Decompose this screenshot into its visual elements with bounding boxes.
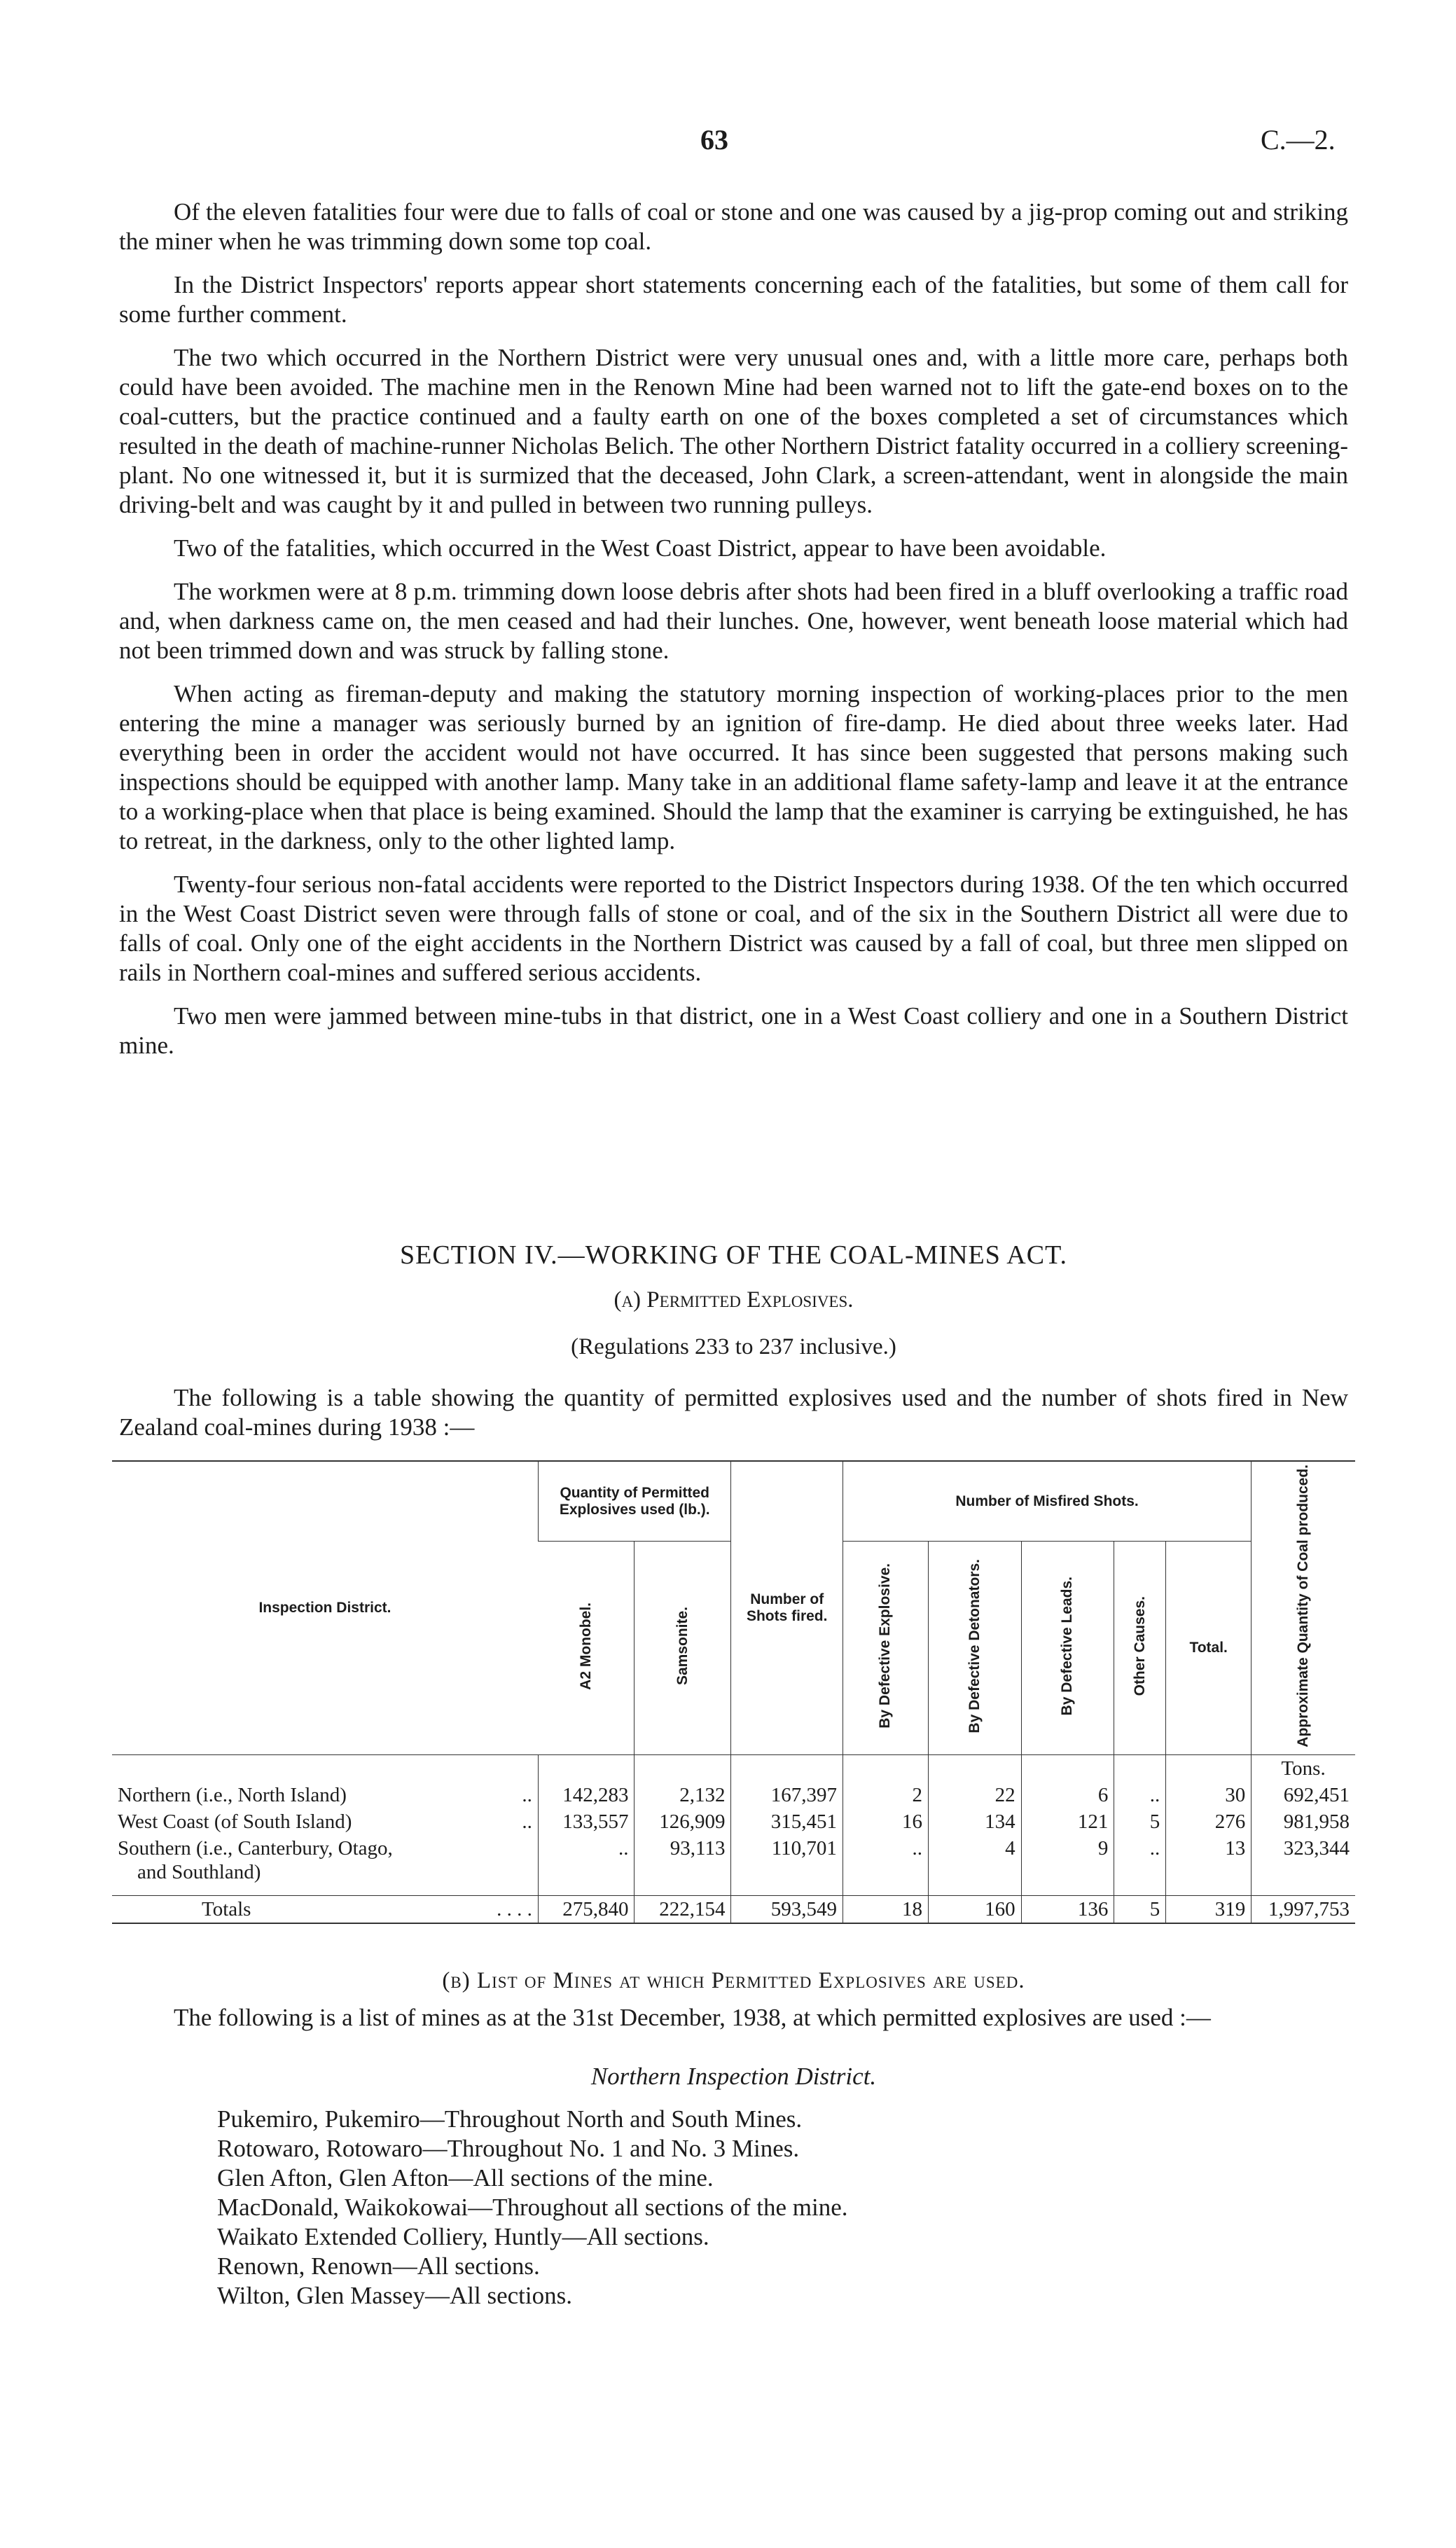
total-cell: 13 xyxy=(1166,1835,1252,1896)
coal-cell: 692,451 xyxy=(1252,1782,1355,1808)
table-row xyxy=(112,1782,1355,1808)
district-cell: Southern (i.e., Canterbury, Otago, and Southland) xyxy=(118,1836,393,1883)
paragraph: Of the eleven fatalities four were due to falls of coal or stone and one was caused by a jig-prop coming out and striking the miner when he was trimming down some top coal. xyxy=(119,198,1348,255)
leads-cell: 136 xyxy=(1021,1895,1114,1923)
header-defective-explosive: By Defective Explosive. xyxy=(843,1542,928,1754)
totals-row xyxy=(112,1895,1355,1923)
shots-cell: 110,701 xyxy=(731,1835,843,1896)
paragraph: When acting as fireman-deputy and making the statutory morning inspection of working-places prior to the men entering the mine a manager was seriously burned by an ignition of fire-damp. He died about three weeks later. Had everything been in order the accident would not have occurred. It has since been suggested that persons making such inspections should be equipped with another lamp. Many take in an additional flame safety-lamp and leave it at the entrance to a working-place when that place is being examined. Should the lamp that the examiner is carrying be extinguished, he has to retreat, in the darkness, only to the other lighted lamp. xyxy=(119,680,1348,854)
header-quantity-group: Quantity of Permitted Explosives used (lb.). xyxy=(538,1461,731,1542)
other-cell: .. xyxy=(1114,1835,1166,1896)
paragraph: Two men were jammed between mine-tubs in that district, one in a West Coast colliery and one in a Southern District mine. xyxy=(119,1002,1348,1059)
header-misfired-group: Number of Misfired Shots. xyxy=(843,1461,1251,1542)
district-title: Northern Inspection District. xyxy=(590,2063,877,2090)
paragraph: Twenty-four serious non-fatal accidents were reported to the District Inspectors during 1938. Of the ten which occurred in the West Coast District seven were through falls of stone or coal, and of the six in the Southern District all were due to falls of coal. Only one of the eight accidents in the Northern District was caused by a fall of coal, but three men slipped on rails in Northern coal-mines and suffered serious accidents. xyxy=(119,871,1348,986)
unit-row xyxy=(112,1754,1355,1782)
leads-cell: 6 xyxy=(1021,1782,1114,1808)
list-item: Renown, Renown—All sections. xyxy=(217,2252,540,2280)
total-cell: 319 xyxy=(1166,1895,1252,1923)
explosive-cell: 18 xyxy=(843,1895,928,1923)
header-total: Total. xyxy=(1166,1542,1252,1754)
list-item: Glen Afton, Glen Afton—All sections of the mine. xyxy=(217,2164,714,2192)
leads-cell: 9 xyxy=(1021,1835,1114,1896)
leads-cell: 121 xyxy=(1021,1808,1114,1835)
explosive-cell: .. xyxy=(843,1835,928,1896)
header-defective-leads: By Defective Leads. xyxy=(1021,1542,1114,1754)
list-item: Pukemiro, Pukemiro—Throughout North and South Mines. xyxy=(217,2105,803,2133)
detonators-cell: 134 xyxy=(928,1808,1021,1835)
list-intro: The following is a list of mines as at the 31st December, 1938, at which permitted explosives are used :— xyxy=(174,2004,1211,2031)
table-row xyxy=(112,1808,1355,1835)
coal-cell: 981,958 xyxy=(1252,1808,1355,1835)
paragraph: In the District Inspectors' reports appear short statements concerning each of the fatalities, but some of them call for some further comment. xyxy=(119,271,1348,328)
detonators-cell: 160 xyxy=(928,1895,1021,1923)
header-defective-detonators: By Defective Detonators. xyxy=(928,1542,1021,1754)
table-intro: The following is a table showing the quantity of permitted explosives used and the number of shots fired in New Zealand coal-mines during 1938 :— xyxy=(119,1384,1348,1441)
explosive-cell: 16 xyxy=(843,1808,928,1835)
samsonite-cell: 2,132 xyxy=(635,1782,731,1808)
document-reference: C.—2. xyxy=(1261,124,1336,155)
detonators-cell: 22 xyxy=(928,1782,1021,1808)
shots-cell: 167,397 xyxy=(731,1782,843,1808)
explosives-table xyxy=(112,1460,1355,1924)
subsection-heading-a: (a) Permitted Explosives. xyxy=(613,1287,854,1313)
paragraph: The two which occurred in the Northern District were very unusual ones and, with a little more care, perhaps both could have been avoided. The machine men in the Renown Mine had been warned not to lift the gate-end boxes on to the coal-cutters, but the practice continued and a faulty earth on one of the boxes completed a set of circumstances which resulted in the death of machine-runner Nicholas Belich. The other Northern District fatality occurred in a colliery screening-plant. No one witnessed it, but it is surmized that the deceased, John Clark, a screen-attendant, went in alongside the main driving-belt and was caught by it and pulled in between two running pulleys. xyxy=(119,344,1348,518)
total-cell: 276 xyxy=(1166,1808,1252,1835)
total-cell: 30 xyxy=(1166,1782,1252,1808)
monobel-cell: 275,840 xyxy=(538,1895,635,1923)
samsonite-cell: 126,909 xyxy=(635,1808,731,1835)
paragraph: Two of the fatalities, which occurred in the West Coast District, appear to have been avoidable. xyxy=(174,534,1107,562)
header-other-causes: Other Causes. xyxy=(1114,1542,1166,1754)
monobel-cell: 133,557 xyxy=(538,1808,635,1835)
other-cell: 5 xyxy=(1114,1895,1166,1923)
list-item: MacDonald, Waikokowai—Throughout all sections of the mine. xyxy=(217,2194,848,2221)
mine-list xyxy=(217,2105,848,2311)
detonators-cell: 4 xyxy=(928,1835,1021,1896)
body-paragraphs xyxy=(119,198,1348,1074)
district-cell: West Coast (of South Island) .. xyxy=(118,1810,532,1833)
district-cell: Northern (i.e., North Island) .. xyxy=(118,1783,532,1806)
coal-unit-label: Tons. xyxy=(1252,1754,1355,1782)
header-monobel: A2 Monobel. xyxy=(538,1542,635,1754)
list-item: Wilton, Glen Massey—All sections. xyxy=(217,2282,573,2309)
explosive-cell: 2 xyxy=(843,1782,928,1808)
header-samsonite: Samsonite. xyxy=(635,1542,731,1754)
regulations-note: (Regulations 233 to 237 inclusive.) xyxy=(571,1334,896,1359)
coal-cell: 323,344 xyxy=(1252,1835,1355,1896)
subsection-heading-b: (b) List of Mines at which Permitted Explosives are used. xyxy=(442,1968,1025,1993)
other-cell: .. xyxy=(1114,1782,1166,1808)
shots-cell: 593,549 xyxy=(731,1895,843,1923)
header-coal: Approximate Quantity of Coal produced. xyxy=(1252,1461,1355,1754)
monobel-cell: 142,283 xyxy=(538,1782,635,1808)
samsonite-cell: 93,113 xyxy=(635,1835,731,1896)
shots-cell: 315,451 xyxy=(731,1808,843,1835)
other-cell: 5 xyxy=(1114,1808,1166,1835)
page-number: 63 xyxy=(700,124,728,155)
list-item: Rotowaro, Rotowaro—Throughout No. 1 and No. 3 Mines. xyxy=(217,2135,800,2162)
totals-label-cell: Totals . . . . xyxy=(112,1895,538,1923)
page-header xyxy=(0,123,1456,165)
coal-cell: 1,997,753 xyxy=(1252,1895,1355,1923)
samsonite-cell: 222,154 xyxy=(635,1895,731,1923)
header-district: Inspection District. xyxy=(112,1461,538,1754)
header-shots: Number of Shots fired. xyxy=(731,1461,843,1754)
section-heading: SECTION IV.—WORKING OF THE COAL-MINES ACT. xyxy=(400,1240,1067,1270)
monobel-cell: .. xyxy=(538,1835,635,1896)
table-row xyxy=(112,1835,1355,1896)
paragraph: The workmen were at 8 p.m. trimming down loose debris after shots had been fired in a bluff overlooking a traffic road and, when darkness came on, the men ceased and had their lunches. One, however, went beneath loose material which had not been trimmed down and was struck by falling stone. xyxy=(119,578,1348,664)
list-item: Waikato Extended Colliery, Huntly—All sections. xyxy=(217,2223,709,2250)
